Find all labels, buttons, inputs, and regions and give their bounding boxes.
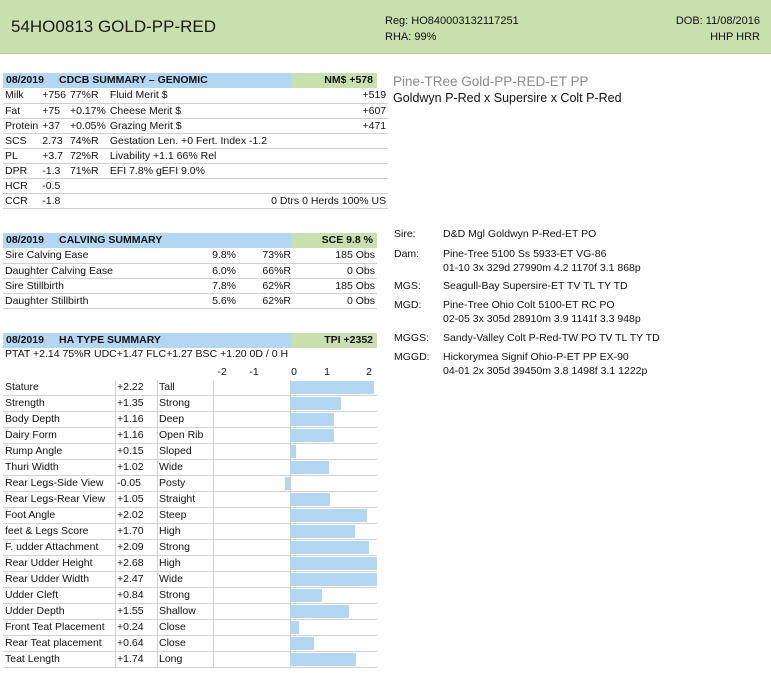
column-divider [213,412,214,428]
haplotypes: HHP HRR [710,31,760,43]
header-band [0,0,771,54]
calving-percent: 6.0% [183,263,238,278]
trait-name: Rear Legs-Side View [5,477,104,489]
trait-bar [290,461,329,474]
cdcb-merit-label: Fluid Merit $ [108,88,269,103]
type-trait-row [3,428,377,444]
trait-value: +2.68 [117,557,144,569]
type-trait-row [3,540,377,556]
animal-id: 54HO0813 GOLD-PP-RED [11,17,217,36]
calving-obs: 185 Obs [293,278,377,293]
column-divider [157,588,158,604]
axis-tick-label: 1 [324,366,330,378]
trait-value: +2.02 [117,509,144,521]
column-divider [157,492,158,508]
column-divider [213,492,214,508]
column-divider [157,508,158,524]
column-divider [157,620,158,636]
column-divider [115,428,116,444]
trait-description: Posty [159,477,186,489]
calving-date: 08/2019 [3,233,53,248]
cdcb-trait: PL [3,148,40,163]
calving-percent: 9.8% [183,248,238,263]
cdcb-trait: SCS [3,133,40,148]
cdcb-trait: HCR [3,178,40,193]
calving-title: CALVING SUMMARY [53,233,291,248]
column-divider [213,556,214,572]
mgd-record: 02-05 3x 305d 28910m 3.9 1141f 3.3 948p [443,313,641,325]
cdcb-value: +37 [40,118,68,133]
trait-value: +2.47 [117,573,144,585]
trait-value: -0.05 [117,477,141,489]
column-divider [157,412,158,428]
trait-bar [290,621,299,634]
column-divider [115,444,116,460]
cdcb-merit-label [108,178,269,193]
calving-row [3,248,377,263]
mgd-label: MGD: [394,299,422,311]
cdcb-reliability: +0.05% [69,119,106,132]
trait-name: feet & Legs Score [5,525,89,537]
calving-row [3,293,377,308]
column-divider [213,636,214,652]
trait-bar [290,589,322,602]
trait-bar [290,653,356,666]
trait-name: Rear Legs-Rear View [5,493,106,505]
trait-value: +1.70 [117,525,144,537]
column-divider [115,396,116,412]
column-divider [157,604,158,620]
calving-label: Daughter Calving Ease [3,263,183,278]
trait-bar [290,541,369,554]
trait-bar [290,525,355,538]
trait-description: Close [159,637,186,649]
dam-record: 01-10 3x 329d 27990m 4.2 1170f 3.1 868p [443,262,641,274]
type-trait-row [3,476,377,492]
trait-description: Deep [159,413,185,425]
trait-description: Straight [159,493,196,505]
cdcb-value: +75 [40,103,68,118]
column-divider [213,572,214,588]
trait-name: Foot Angle [5,509,56,521]
column-divider [115,508,116,524]
cdcb-row [3,88,388,103]
trait-name: Strength [5,397,45,409]
column-divider [115,572,116,588]
mggd-label: MGGD: [394,351,430,363]
calving-percent: 5.6% [183,293,238,308]
mgs-label: MGS: [394,280,421,292]
type-trait-row [3,380,377,396]
type-trait-row [3,492,377,508]
column-divider [115,476,116,492]
calving-obs: 185 Obs [293,248,377,263]
column-divider [157,476,158,492]
sce-badge: SCE 9.8 % [291,233,377,248]
cdcb-value: -1.8 [40,193,68,208]
cdcb-row [3,163,388,178]
reg-number: Reg: HO840003132117251 [385,15,519,27]
cdcb-merit-label: Grazing Merit $ [108,118,269,133]
trait-description: Sloped [159,445,192,457]
calving-percent: 7.8% [183,278,238,293]
trait-name: Body Depth [5,413,60,425]
type-trait-row [3,604,377,620]
cdcb-merit-label: Gestation Len. +0 Fert. Index -1.2 [109,134,268,147]
cdcb-value: +3.7 [40,148,68,163]
column-divider [157,652,158,668]
column-divider [213,380,214,396]
trait-value: +0.64 [117,637,144,649]
trait-value: +2.09 [117,541,144,553]
column-divider [115,620,116,636]
column-divider [157,636,158,652]
type-summary-header [3,333,377,348]
trait-name: Udder Cleft [5,589,59,601]
rha: RHA: 99% [385,31,437,43]
trait-name: Rump Angle [5,445,63,457]
trait-description: Tall [159,381,175,393]
registration-info [385,13,519,45]
trait-name: Rear Teat placement [5,637,102,649]
column-divider [115,492,116,508]
calving-label: Sire Calving Ease [3,248,183,263]
trait-value: +1.05 [117,493,144,505]
cdcb-merit-label: EFI 7.8% gEFI 9.0% [108,163,269,178]
cdcb-row [3,118,388,133]
calving-label: Daughter Stillbirth [3,293,183,308]
axis-tick-label: 0 [291,366,297,378]
trait-bar [290,557,377,570]
trait-bar [290,573,377,586]
trait-name: Rear Udder Width [5,573,90,585]
trait-description: Strong [159,397,190,409]
calving-row [3,278,377,293]
column-divider [213,540,214,556]
column-divider [213,460,214,476]
column-divider [157,524,158,540]
trait-value: +2.22 [117,381,144,393]
column-divider [157,380,158,396]
trait-description: Wide [159,461,183,473]
column-divider [115,460,116,476]
mggd-name: Hickorymea Signif Ohio-P-ET PP EX-90 [443,351,629,363]
column-divider [115,556,116,572]
cdcb-date: 08/2019 [3,73,53,88]
trait-description: High [159,557,181,569]
mgs-name: Seagull-Bay Supersire-ET TV TL TY TD [443,280,628,292]
cdcb-value: +756 [42,89,66,102]
mggs-name: Sandy-Valley Colt P-Red-TW PO TV TL TY TD [443,332,660,344]
cdcb-merit-value [269,148,388,163]
cdcb-merit-value: +471 [269,118,388,133]
column-divider [157,428,158,444]
sire-name: D&D Mgl Goldwyn P-Red-ET PO [443,228,597,240]
trait-name: Rear Udder Height [5,557,93,569]
cdcb-merit-label [108,193,269,208]
column-divider [213,588,214,604]
cdcb-row [3,148,388,163]
trait-name: Teat Length [5,653,60,665]
cdcb-merit-value: +607 [269,103,388,118]
trait-name: F. udder Attachment [5,541,99,553]
cdcb-title: CDCB SUMMARY – GENOMIC [53,73,291,88]
cdcb-trait: Protein [5,119,39,132]
trait-bar [290,381,374,394]
trait-value: +1.55 [117,605,144,617]
cdcb-merit-label: Cheese Merit $ [108,103,269,118]
cdcb-trait: CCR [3,193,40,208]
calving-row [3,263,377,278]
calving-reliability: 62%R [238,278,293,293]
trait-description: Shallow [159,605,196,617]
calving-obs: 0 Obs [293,293,377,308]
trait-name: Thuri Width [5,461,59,473]
column-divider [213,476,214,492]
calving-obs: 0 Obs [293,263,377,278]
trait-description: High [159,525,181,537]
calving-label: Sire Stillbirth [3,278,183,293]
cdcb-row [3,178,388,193]
cdcb-reliability: +0.17% [69,104,106,117]
type-trait-row [3,460,377,476]
trait-description: Open Rib [159,429,204,441]
cdcb-merit-value [269,163,388,178]
trait-bar [290,605,349,618]
column-divider [213,508,214,524]
type-trait-row [3,636,377,652]
tpi-badge: TPI +2352 [291,333,377,348]
column-divider [157,460,158,476]
cdcb-reliability: 74%R [68,133,108,148]
cdcb-row [3,133,388,148]
type-trait-row [3,508,377,524]
cdcb-value: 2.73 [40,133,68,148]
cdcb-value: -0.5 [40,178,68,193]
calving-reliability: 73%R [238,248,293,263]
trait-bar [290,397,341,410]
type-trait-row [3,572,377,588]
mggs-label: MGGS: [394,332,430,344]
type-trait-row [3,412,377,428]
calving-reliability: 62%R [238,293,293,308]
trait-value: +1.02 [117,461,144,473]
column-divider [157,444,158,460]
type-trait-row [3,588,377,604]
trait-value: +0.84 [117,589,144,601]
birth-info [676,13,760,45]
type-trait-row [3,524,377,540]
column-divider [157,396,158,412]
cdcb-reliability [68,193,108,208]
ptat-line: PTAT +2.14 75%R UDC+1.47 FLC+1.27 BSC +1.20 0D / 0 H [5,348,289,360]
pedigree-line: Goldwyn P-Red x Supersire x Colt P-Red [393,91,622,105]
cdcb-merit-value: 0 Dtrs 0 Herds 100% US [271,194,387,207]
type-trait-row [3,556,377,572]
trait-value: +1.16 [117,413,144,425]
column-divider [115,412,116,428]
cdcb-summary-header [3,73,377,88]
trait-description: Strong [159,541,190,553]
trait-value: +0.15 [117,445,144,457]
sire-label: Sire: [394,228,416,240]
column-divider [115,636,116,652]
column-divider [213,652,214,668]
cdcb-merit-value [269,133,388,148]
column-divider [115,604,116,620]
type-trait-row [3,652,377,668]
column-divider [213,620,214,636]
trait-bar [290,509,367,522]
column-divider [115,524,116,540]
trait-description: Strong [159,589,190,601]
trait-value: +1.16 [117,429,144,441]
trait-description: Steep [159,509,187,521]
axis-tick-label: -1 [249,366,259,378]
type-trait-row [3,444,377,460]
trait-name: Dairy Form [5,429,57,441]
column-divider [115,652,116,668]
column-divider [115,380,116,396]
type-title: HA TYPE SUMMARY [53,333,291,348]
column-divider [157,556,158,572]
trait-bar [290,493,330,506]
trait-value: +1.35 [117,397,144,409]
cdcb-reliability: 77%R [68,88,108,103]
cdcb-trait: Milk [3,88,40,103]
cdcb-merit-label: Livability +1.1 66% Rel [108,148,269,163]
cdcb-value: -1.3 [40,163,68,178]
cdcb-merit-value [269,178,388,193]
mgd-name: Pine-Tree Ohio Colt 5100-ET RC PO [443,299,615,311]
dam-name: Pine-Tree 5100 Ss 5933-ET VG-86 [443,248,607,260]
trait-description: Close [159,621,186,633]
trait-name: Front Teat Placement [5,621,105,633]
column-divider [213,604,214,620]
trait-bar [290,429,334,442]
cdcb-trait: Fat [3,103,40,118]
cdcb-reliability: 72%R [68,148,108,163]
column-divider [115,588,116,604]
column-divider [157,572,158,588]
column-divider [213,428,214,444]
nm-badge: NM$ +578 [291,73,377,88]
column-divider [213,396,214,412]
type-date: 08/2019 [3,333,53,348]
type-traits [3,380,377,668]
trait-bar [290,445,296,458]
cdcb-merit-value: +519 [269,88,388,103]
trait-bar [290,637,314,650]
cdcb-trait: DPR [3,163,40,178]
dam-label: Dam: [394,248,420,260]
trait-name: Udder Depth [5,605,65,617]
trait-name: Stature [5,381,39,393]
mggd-record: 04-01 2x 305d 39450m 3.8 1498f 3.1 1222p [443,365,648,377]
cdcb-reliability [68,178,108,193]
cdcb-row [3,193,388,208]
dob: DOB: 11/08/2016 [675,15,760,27]
trait-bar [290,413,334,426]
type-trait-row [3,620,377,636]
calving-table [3,248,377,309]
column-divider [115,540,116,556]
axis-tick-label: 2 [366,366,372,378]
pedigree-name: Pine-TRee Gold-PP-RED-ET PP [393,74,589,89]
calving-reliability: 66%R [238,263,293,278]
cdcb-reliability: 71%R [68,163,108,178]
column-divider [213,444,214,460]
axis-tick-label: -2 [217,366,227,378]
calving-summary-header [3,233,377,248]
trait-value: +0.24 [117,621,144,633]
cdcb-table [3,88,388,209]
trait-value: +1.74 [117,653,144,665]
column-divider [157,540,158,556]
type-trait-row [3,396,377,412]
column-divider [213,524,214,540]
trait-description: Long [159,653,183,665]
cdcb-row [3,103,388,118]
trait-bar [285,477,290,490]
trait-description: Wide [159,573,183,585]
